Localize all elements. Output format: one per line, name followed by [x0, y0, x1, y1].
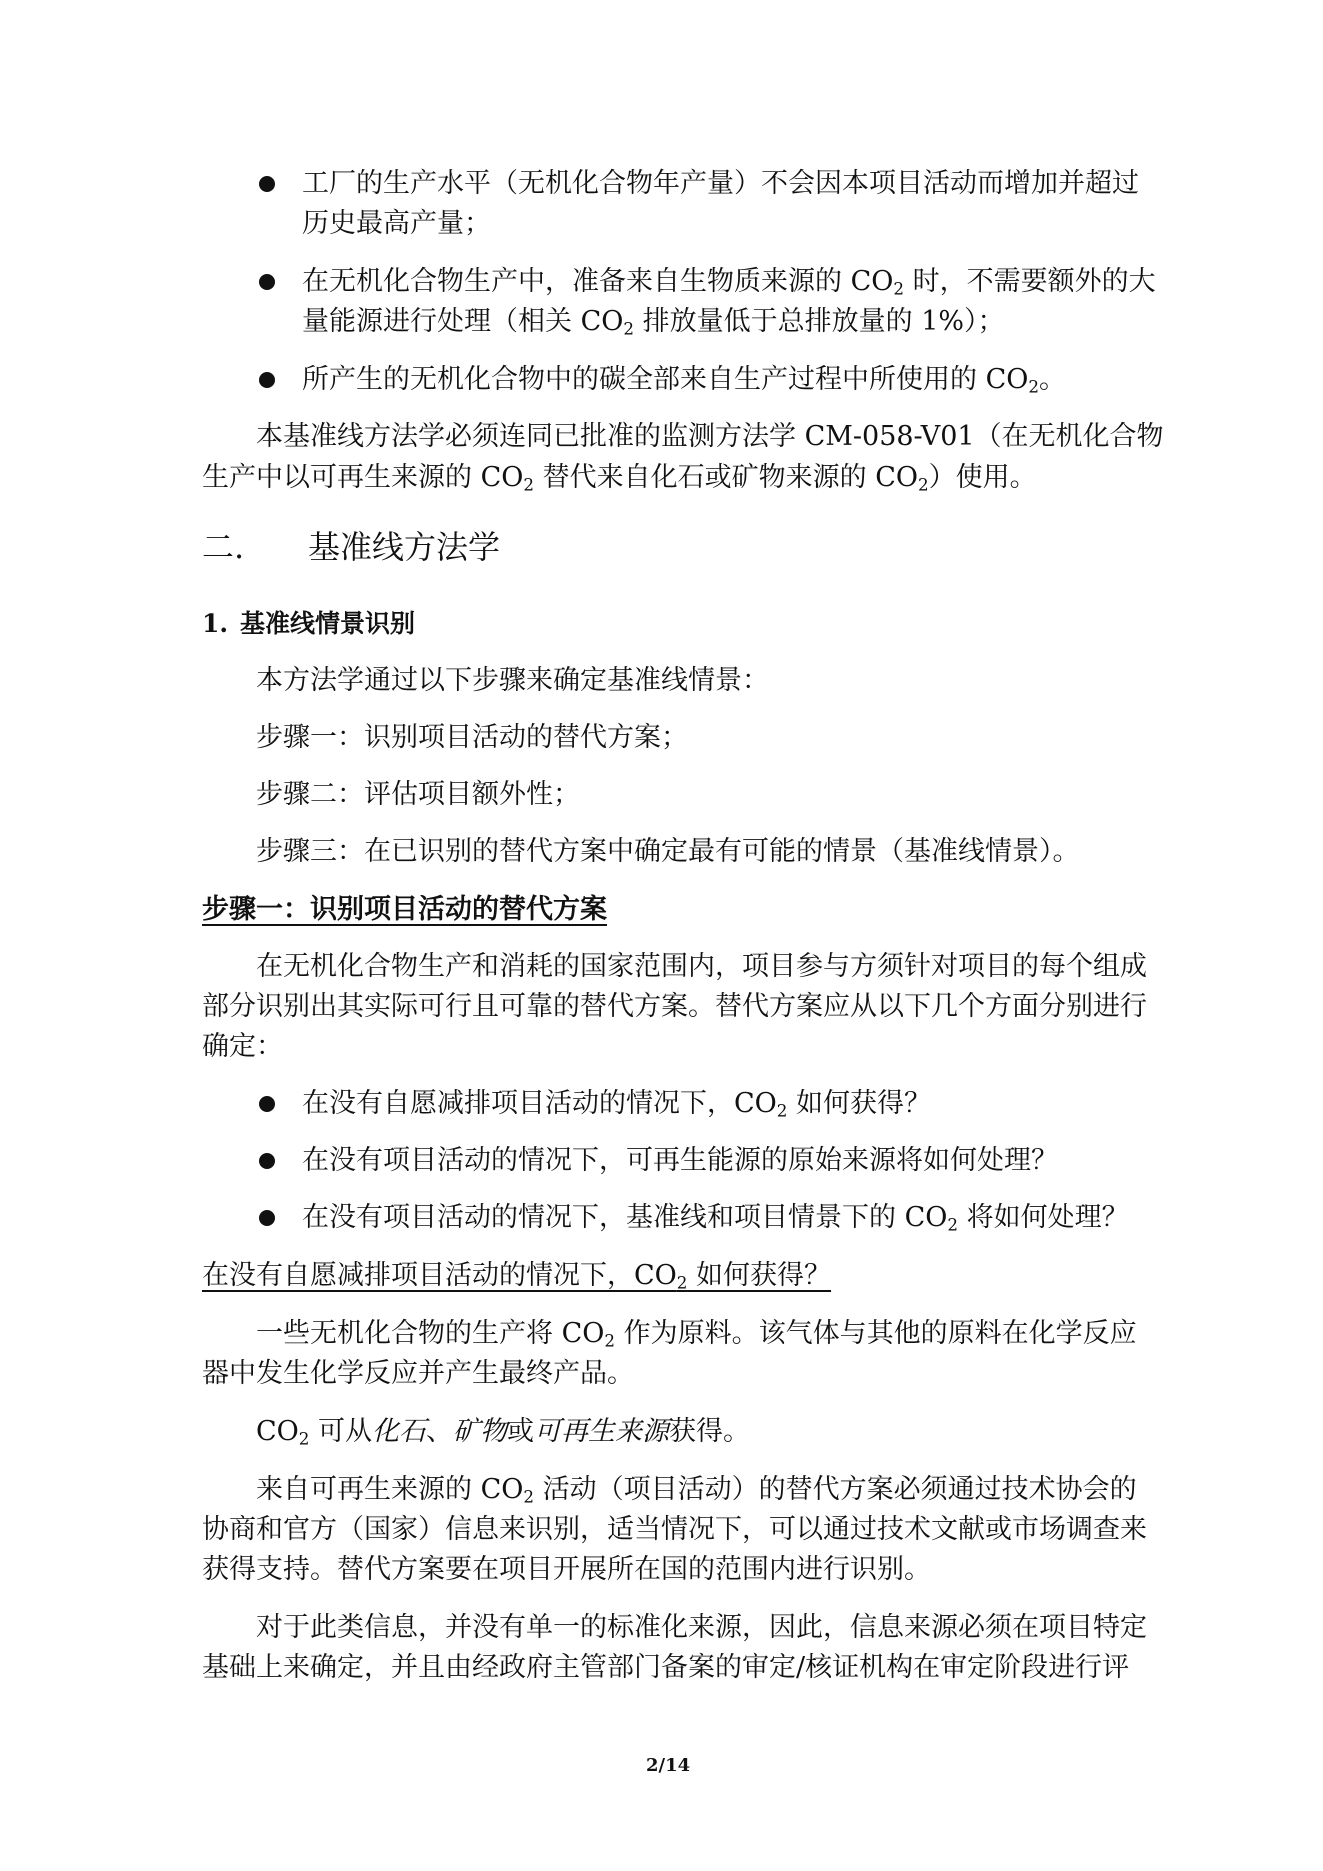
bullet-text: 在无机化合物生产中，准备来自生物质来源的 $CO_2$ 时，不需要额外的大 — [302, 266, 1156, 299]
subsection-title: 基准线情景识别 — [240, 609, 416, 638]
bullet-icon — [259, 274, 275, 290]
paragraph-line: 部分识别出其实际可行且可靠的替代方案。替代方案应从以下几个方面分别进行 — [202, 991, 1147, 1022]
paragraph-line: 确定： — [202, 1031, 283, 1062]
step1-heading: 步骤一：识别项目活动的替代方案 — [202, 894, 607, 925]
paragraph-line: 在无机化合物生产和消耗的国家范围内，项目参与方须针对项目的每个组成 — [256, 951, 1147, 982]
paragraph-line: 协商和官方（国家）信息来识别，适当情况下，可以通过技术文献或市场调查来 — [202, 1514, 1147, 1545]
section-title: 基准线方法学 — [308, 528, 501, 566]
step-item: 步骤一：识别项目活动的替代方案； — [256, 722, 688, 753]
section-number: 二. — [202, 528, 245, 566]
bullet-icon — [259, 1096, 275, 1112]
paragraph-line: $CO_2$ 可从化石、矿物或可再生来源获得。 — [256, 1416, 751, 1449]
paragraph-line: 基础上来确定，并且由经政府主管部门备案的审定/核证机构在审定阶段进行评 — [202, 1652, 1130, 1683]
bullet-text: 历史最高产量； — [302, 208, 491, 239]
subsection-number: 1. — [202, 609, 229, 638]
bullet-icon — [259, 372, 275, 388]
paragraph-line: 器中发生化学反应并产生最终产品。 — [202, 1358, 634, 1389]
paragraph-line: 生产中以可再生来源的 $CO_2$ 替代来自化石或矿物来源的 $CO_2$）使用。 — [202, 462, 1037, 495]
steps-intro: 本方法学通过以下步骤来确定基准线情景： — [256, 665, 769, 696]
step-item: 步骤三：在已识别的替代方案中确定最有可能的情景（基准线情景）。 — [256, 836, 1080, 867]
bullet-text: 量能源进行处理（相关 $CO_2$ 排放量低于总排放量的 1%）； — [302, 306, 1005, 339]
paragraph-line: 对于此类信息，并没有单一的标准化来源，因此，信息来源必须在项目特定 — [256, 1612, 1147, 1643]
bullet-text: 在没有自愿减排项目活动的情况下，$CO_2$ 如何获得？ — [302, 1088, 932, 1121]
paragraph-line: 来自可再生来源的 $CO_2$ 活动（项目活动）的替代方案必须通过技术协会的 — [256, 1474, 1137, 1507]
bullet-text: 在没有项目活动的情况下，基准线和项目情景下的 $CO_2$ 将如何处理？ — [302, 1202, 1129, 1235]
question-heading: 在没有自愿减排项目活动的情况下，$CO_2$ 如何获得？ — [202, 1260, 832, 1293]
paragraph-line: 获得支持。替代方案要在项目开展所在国的范围内进行识别。 — [202, 1554, 931, 1585]
paragraph-line: 一些无机化合物的生产将 $CO_2$ 作为原料。该气体与其他的原料在化学反应 — [256, 1318, 1137, 1351]
bullet-text: 所产生的无机化合物中的碳全部来自生产过程中所使用的 $CO_2$。 — [302, 364, 1067, 397]
bullet-icon — [259, 1210, 275, 1226]
bullet-icon — [259, 1153, 275, 1169]
bullet-text: 在没有项目活动的情况下，可再生能源的原始来源将如何处理？ — [302, 1145, 1058, 1176]
paragraph-line: 本基准线方法学必须连同已批准的监测方法学 CM-058-V01（在无机化合物 — [256, 421, 1164, 452]
page-number: 2/14 — [646, 1755, 691, 1776]
step-item: 步骤二：评估项目额外性； — [256, 779, 580, 810]
bullet-text: 工厂的生产水平（无机化合物年产量）不会因本项目活动而增加并超过 — [302, 168, 1139, 199]
bullet-icon — [259, 176, 275, 192]
